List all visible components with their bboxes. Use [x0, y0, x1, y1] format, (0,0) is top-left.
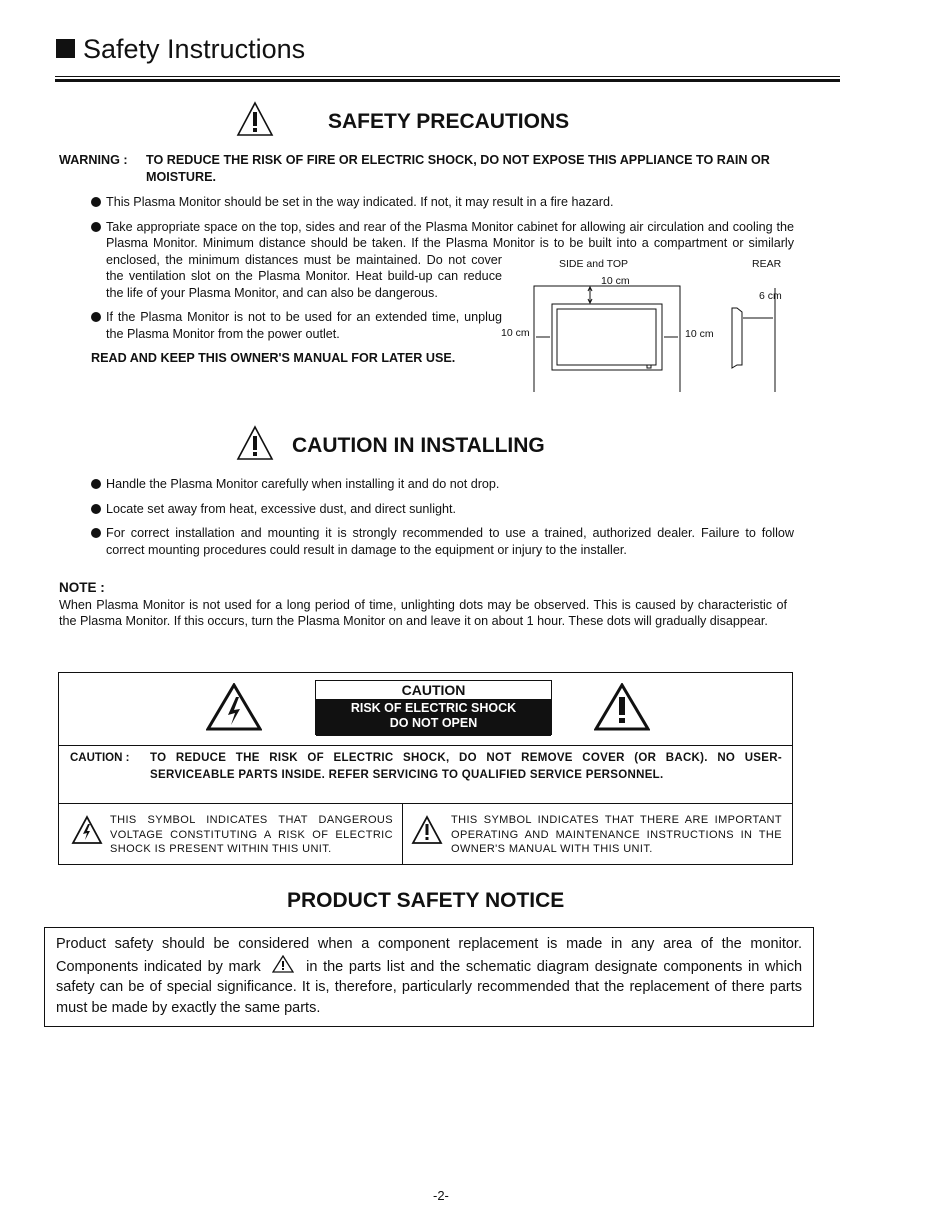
- page-number: -2-: [433, 1188, 449, 1203]
- list-item: [88, 194, 794, 211]
- warning-triangle-icon: [236, 101, 274, 137]
- exclamation-triangle-icon: [411, 815, 443, 845]
- divider: [59, 803, 792, 804]
- warning-statement: [59, 152, 799, 185]
- bullet-text: For correct installation and mounting it is strongly recommended to use a trained, authorized dealer. Failure to follow correct mounting procedures could result in damage to the equipment or injury to the installer.: [106, 526, 794, 557]
- page-title: [56, 34, 305, 65]
- product-safety-text: in the parts list and the schematic diagram designate components in which safety can be of special significance. It is, therefore, particularly recommended that the replacement of there parts must be made by exactly the same parts.: [56, 958, 803, 1016]
- caution-label: [315, 680, 552, 735]
- bullet-text: Locate set away from heat, excessive dust, and direct sunlight.: [106, 501, 457, 516]
- note-label: NOTE :: [59, 580, 105, 595]
- warning-label: WARNING :: [59, 153, 128, 167]
- right-clearance-label: 10 cm: [685, 327, 714, 340]
- caution-label-line: DO NOT OPEN: [389, 716, 478, 730]
- installing-bullets: [88, 476, 794, 566]
- bullet-text: Take appropriate space on the top, sides and rear of the Plasma Monitor cabinet for allowing air circulation and cooling the Plasma Monitor. Minimum distance should be taken. If the Plasma Monitor is to be built into a compartment or similarly enclosed, the minimum distances must be maintained. Do not cover the ventilation slot on the Plasma Monitor. Heat build-up can reduce the life of your Plasma Monitor, and can also be dangerous.: [106, 219, 794, 300]
- bullet-icon: [91, 197, 101, 207]
- caution-statement: [70, 750, 782, 783]
- top-clearance-label: 10 cm: [601, 274, 630, 287]
- note-text: When Plasma Monitor is not used for a long period of time, unlighting dots may be observed. This is caused by characteristic of the Plasma Monitor. If this occurs, turn the Plasma Monitor on and leave it on about 1 hour. These dots will gradually disappear.: [59, 597, 787, 628]
- divider: [59, 745, 792, 746]
- exclamation-triangle-icon: [594, 683, 650, 731]
- warning-text: TO REDUCE THE RISK OF FIRE OR ELECTRIC SHOCK, DO NOT EXPOSE THIS APPLIANCE TO RAIN OR MOISTURE.: [146, 153, 770, 184]
- square-bullet-icon: [56, 39, 75, 58]
- list-item: [88, 309, 516, 342]
- monitor-clearance-drawing: [516, 252, 794, 394]
- rear-clearance-label: 6 cm: [759, 289, 782, 302]
- warning-triangle-icon: [272, 955, 294, 973]
- bullet-icon: [91, 479, 101, 489]
- bullet-text: This Plasma Monitor should be set in the way indicated. If not, it may result in a fire hazard.: [106, 195, 614, 209]
- product-safety-box: [44, 927, 814, 1027]
- note-section: [59, 580, 787, 630]
- keep-manual-notice: READ AND KEEP THIS OWNER'S MANUAL FOR LATER USE.: [91, 351, 456, 365]
- list-item: [88, 525, 794, 558]
- caution-installing-heading: CAUTION IN INSTALLING: [292, 434, 545, 457]
- caution-label-body: [316, 699, 551, 736]
- voltage-symbol-text: THIS SYMBOL INDICATES THAT DANGEROUS VOLTAGE CONSTITUTING A RISK OF ELECTRIC SHOCK IS PRESENT WITHIN THIS UNIT.: [110, 814, 393, 855]
- divider: [55, 76, 840, 77]
- list-item: [88, 501, 794, 518]
- divider: [55, 79, 840, 82]
- caution-label-line: RISK OF ELECTRIC SHOCK: [350, 701, 517, 715]
- divider: [402, 803, 403, 865]
- bullet-icon: [91, 312, 101, 322]
- bullet-text: Handle the Plasma Monitor carefully when installing it and do not drop.: [106, 477, 500, 491]
- clearance-diagram: [501, 252, 794, 394]
- caution-statement-label: CAUTION :: [70, 752, 130, 764]
- list-item: [88, 476, 794, 493]
- exclaim-symbol-text: THIS SYMBOL INDICATES THAT THERE ARE IMPORTANT OPERATING AND MAINTENANCE INSTRUCTIONS IN THE OWNER'S MANUAL WITH THIS UNIT.: [451, 814, 782, 855]
- bullet-icon: [91, 504, 101, 514]
- bullet-icon: [91, 222, 101, 232]
- side-top-label: SIDE and TOP: [559, 257, 629, 270]
- caution-statement-text: TO REDUCE THE RISK OF ELECTRIC SHOCK, DO NOT REMOVE COVER (OR BACK). NO USER-SERVICEABLE PARTS INSIDE. REFER SERVICING TO QUALIFIED SERVICE PERSONNEL.: [150, 752, 782, 781]
- safety-precautions-heading: SAFETY PRECAUTIONS: [328, 110, 570, 133]
- rear-label: REAR: [752, 257, 782, 270]
- warning-triangle-icon: [236, 425, 274, 461]
- bullet-icon: [91, 528, 101, 538]
- safety-bullets: [88, 194, 794, 394]
- page-title-text: Safety Instructions: [83, 34, 306, 64]
- product-safety-heading: PRODUCT SAFETY NOTICE: [287, 889, 565, 912]
- electric-shock-triangle-icon: [206, 683, 262, 731]
- left-clearance-label: 10 cm: [501, 326, 530, 339]
- product-safety-text: Product safety should be considered when a component replacement is made in any area of the monitor. Components indicated by mark: [56, 936, 802, 975]
- bullet-text: If the Plasma Monitor is not to be used for an extended time, unplug the Plasma Monitor from the power outlet.: [106, 310, 502, 341]
- electric-shock-triangle-icon: [71, 815, 103, 845]
- caution-label-title: CAUTION: [401, 682, 466, 698]
